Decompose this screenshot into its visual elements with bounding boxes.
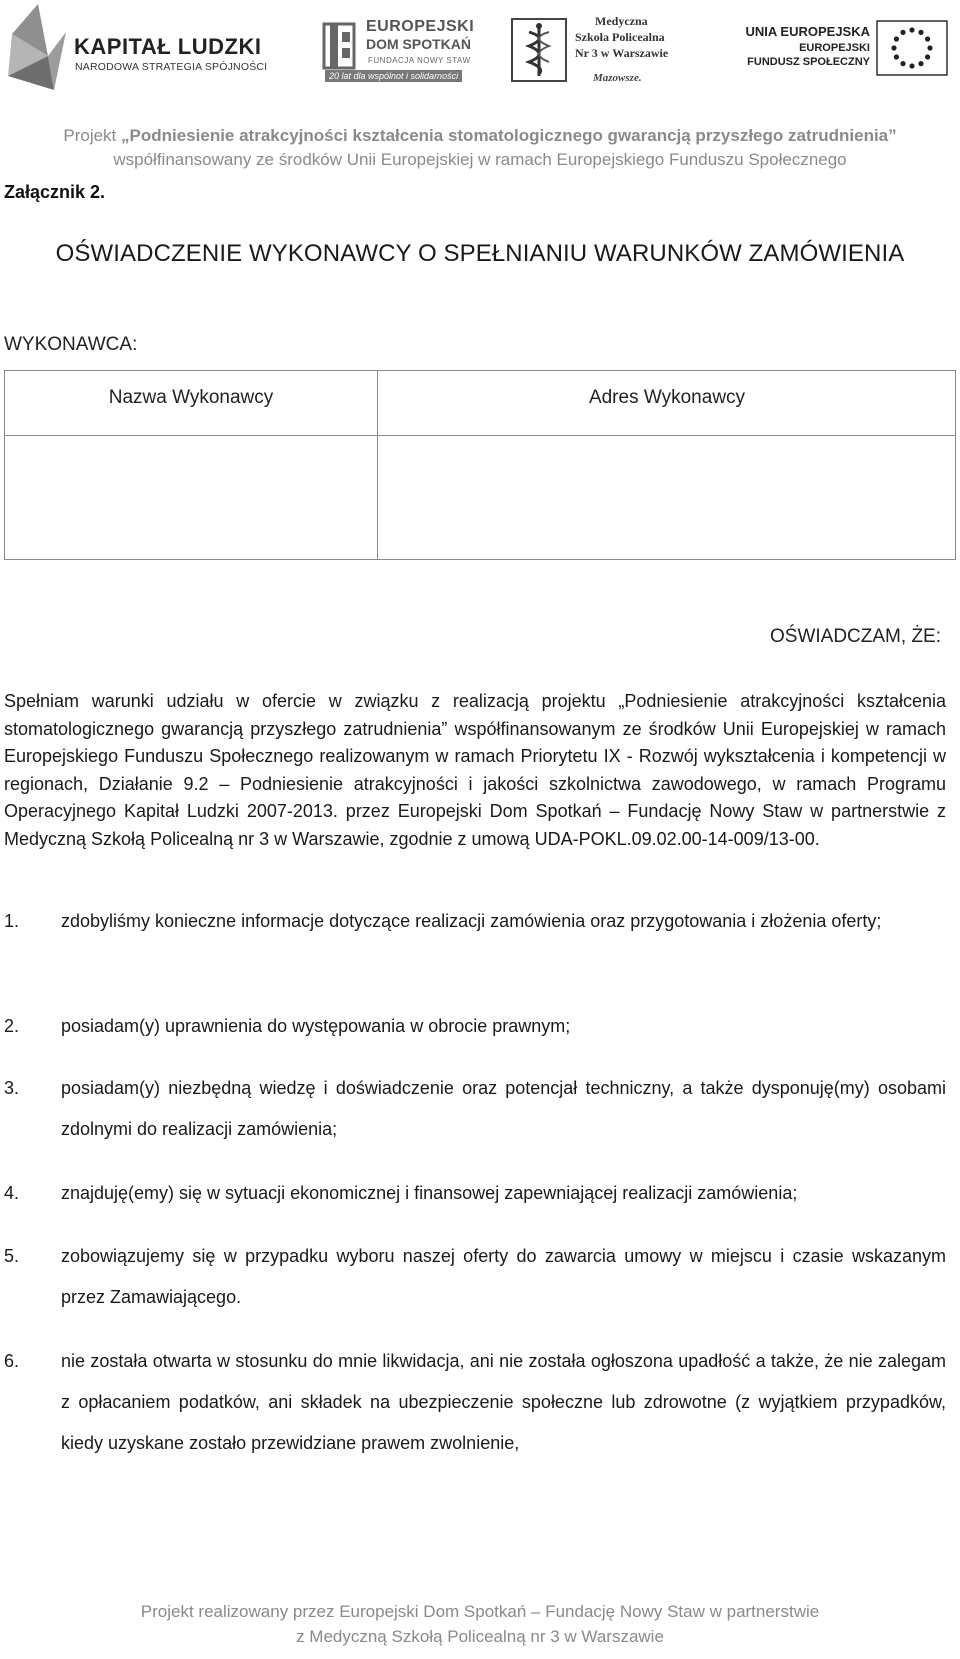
eu-star-icon (918, 30, 923, 35)
contractor-label: WYKONAWCA: (4, 334, 138, 355)
eds-house-icon (322, 18, 362, 70)
eds-line2: DOM SPOTKAŃ (366, 36, 471, 52)
ue-line2: EUROPEJSKI (799, 42, 870, 54)
kapital-ludzki-star-icon (8, 4, 68, 92)
eu-star-icon (894, 54, 899, 59)
ue-line1: UNIA EUROPEJSKA (745, 24, 870, 39)
table-header-name: Nazwa Wykonawcy (108, 387, 274, 408)
list-item-text: nie została otwarta w stosunku do mnie likwidacja, ani nie została ogłoszona upadłość a także, że nie zalegam z opłacaniem podatków, ani składek na ubezpieczenie społeczne lub zdrowotne (z wyjątkiem przypadków, kiedy uzyskane zostało przewidziane prawem zwolnienie, (61, 1351, 946, 1453)
list-item-number: 3. (4, 1078, 20, 1098)
list-item (4, 1068, 946, 1150)
project-title-line (0, 126, 960, 146)
caduceus-icon (511, 18, 567, 82)
mazowsze-wordmark: Mazowsze. (593, 72, 642, 84)
list-item-text: posiadam(y) niezbędną wiedzę i doświadczenie oraz potencjał techniczny, a także dysponuję(my) osobami zdolnymi do realizacji zamówienia; (61, 1078, 946, 1139)
project-title: „Podniesienie atrakcyjności kształcenia stomatologicznego gwarancją przyszłego zatrudnienia” (121, 126, 897, 145)
list-item-number: 1. (4, 911, 20, 931)
list-item (4, 1236, 946, 1318)
list-item-number: 4. (4, 1183, 20, 1203)
eu-star-icon (909, 63, 914, 68)
kapital-ludzki-subtitle: NARODOWA STRATEGIA SPÓJNOŚCI (75, 61, 268, 73)
list-item-text: zobowiązujemy się w przypadku wyboru naszej oferty do zawarcia umowy w miejscu i czasie wskazanym przez Zamawiającego. (61, 1246, 946, 1307)
msp-logo (511, 14, 681, 84)
eu-star-icon (900, 61, 905, 66)
eu-star-icon (900, 30, 905, 35)
kapital-ludzki-title: KAPITAŁ LUDZKI (74, 34, 262, 59)
footer-line2: z Medyczną Szkołą Policealną nr 3 w Warszawie (296, 1627, 664, 1646)
list-item-number: 5. (4, 1246, 20, 1266)
kapital-ludzki-logo (8, 4, 278, 94)
list-item (4, 1341, 946, 1464)
list-item-number: 2. (4, 1016, 20, 1036)
eu-star-icon (891, 45, 896, 50)
eu-star-icon (927, 45, 932, 50)
contractor-address-cell[interactable] (378, 436, 955, 559)
eu-flag-icon (876, 20, 948, 76)
msp-line1: Medyczna (595, 14, 648, 28)
msp-line2: Szkoła Policealna (575, 30, 665, 44)
eu-star-icon (925, 54, 930, 59)
list-item-text: zdobyliśmy konieczne informacje dotyczące realizacji zamówienia oraz przygotowania i złożenia oferty; (61, 911, 882, 931)
msp-line3: Nr 3 w Warszawie (575, 46, 669, 60)
footer-line1: Projekt realizowany przez Europejski Dom Spotkań – Fundację Nowy Staw w partnerstwie (140, 1602, 820, 1621)
list-item-number: 6. (4, 1351, 20, 1371)
eu-star-icon (894, 36, 899, 41)
attachment-label: Załącznik 2. (4, 182, 106, 202)
ue-line3: FUNDUSZ SPOŁECZNY (747, 56, 870, 68)
document-title: OŚWIADCZENIE WYKONAWCY O SPEŁNIANIU WARUNKÓW ZAMÓWIENIA (55, 240, 905, 267)
eds-tagline: 20 lat dla wspólnot i solidarności (325, 70, 462, 82)
eu-star-icon (909, 27, 914, 32)
list-item (4, 1173, 946, 1214)
eds-line1: EUROPEJSKI (366, 18, 475, 35)
declaration-paragraph: Spełniam warunki udziału w ofercie w związku z realizacją projektu „Podniesienie atrakcyjności kształcenia stomatologicznego gwarancją przyszłego zatrudnienia” współfinansowanym ze środków Unii Europejskiej w ramach Europejskiego Funduszu Społecznego realizowanym w ramach Priorytetu IX - Rozwój wykształcenia i kompetencji w regionach, Działanie 9.2 – Podniesienie atrakcyjności i jakości szkolnictwa zawodowego, w ramach Programu Operacyjnego Kapitał Ludzki 2007-2013. przez Europejski Dom Spotkań – Fundację Nowy Staw w partnerstwie z Medyczną Szkołą Policealną nr 3 w Warszawie, zgodnie z umową UDA-POKL.09.02.00-14-009/13-00. (4, 691, 946, 849)
contractor-name-cell[interactable] (5, 436, 376, 559)
contractor-table (4, 370, 956, 560)
eu-star-icon (918, 61, 923, 66)
declaration-heading: OŚWIADCZAM, ŻE: (770, 626, 941, 647)
cofinanced-line: współfinansowany ze środków Unii Europejskiej w ramach Europejskiego Funduszu Społecznego (113, 150, 847, 169)
table-header-address: Adres Wykonawcy (588, 387, 746, 408)
eds-logo (322, 14, 482, 84)
ue-logo (723, 20, 948, 80)
eu-star-icon (925, 36, 930, 41)
list-item (4, 901, 946, 942)
list-item (4, 1006, 946, 1047)
project-prefix: Projekt (63, 126, 117, 145)
eds-line3: FUNDACJA NOWY STAW (368, 56, 471, 65)
list-item-text: znajduję(emy) się w sytuacji ekonomicznej i finansowej zapewniającej realizacji zamówienia; (61, 1183, 798, 1203)
list-item-text: posiadam(y) uprawnienia do występowania w obrocie prawnym; (61, 1016, 571, 1036)
